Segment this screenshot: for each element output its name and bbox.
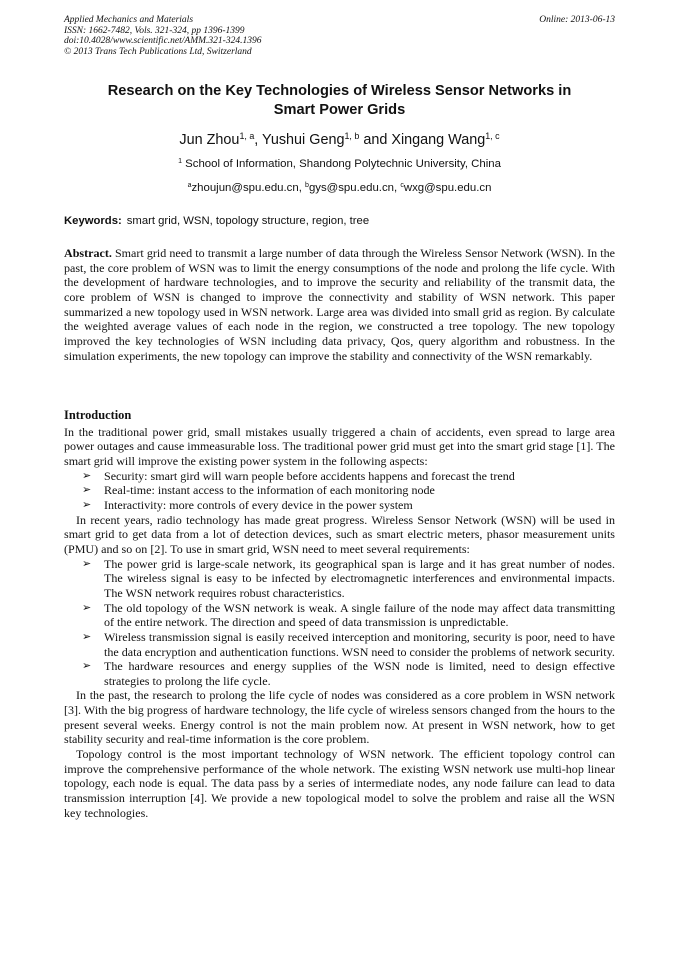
author-list [64,131,615,149]
arrow-bullet-icon: ➢ [82,630,92,643]
affiliation [64,157,615,172]
author-affil-marker: 1, b [344,131,360,142]
arrow-bullet-icon: ➢ [82,498,92,511]
paragraph: In the traditional power grid, small mistakes usually triggered a chain of accidents, even spread to large area power outages and cause immeasurable loss. The traditional power grid must get into the smart grid stage [1]. The smart grid will improve the existing power system in the following aspects: [64,424,615,468]
keywords-label: Keywords: [64,215,122,227]
introduction-heading: Introduction [64,408,132,422]
list-item [64,483,615,498]
paragraph: In the past, the research to prolong the life cycle of nodes was considered as a core problem in WSN network [3]. With the big progress of hardware technology, the life cycle of wireless sensors changed from the hours to the present several weeks. Energy control is not the main problem now. At present in WSN network, how to get stability security and real-time information is the core problem. [64,688,615,747]
list-item-text: Real-time: instant access to the information of each monitoring node [104,483,435,498]
affiliation-marker: 1 [178,158,182,166]
author-name: Yushui Geng [262,132,345,148]
author-separator: , [254,132,263,148]
email-list [64,181,615,196]
author-name: Jun Zhou [179,132,240,148]
online-date: Online: 2013-06-13 [539,15,615,25]
arrow-bullet-icon: ➢ [82,660,92,673]
email-marker: b [305,182,309,190]
paragraph: Topology control is the most important technology of WSN network. The efficient topology control can improve the comprehensive performance of the whole network. The existing WSN network use multi-hop linear topology, each node is equal. The data pass by a series of intermediate nodes, any node failure can lead to data transmission interruption [4]. We provide a new topological model to solve the problem and raise all the WSN key technologies. [64,747,615,820]
arrow-bullet-icon: ➢ [82,484,92,497]
list-item-text: Interactivity: more controls of every device in the power system [104,497,413,512]
journal-name: Applied Mechanics and Materials [64,15,194,25]
journal-header [64,15,615,57]
list-item [64,498,615,513]
arrow-bullet-icon: ➢ [82,557,92,570]
arrow-bullet-icon: ➢ [82,469,92,482]
aspects-list [64,469,615,513]
abstract-label: Abstract. [64,246,112,260]
title-line-1: Research on the Key Technologies of Wireless Sensor Networks in [107,83,572,99]
arrow-bullet-icon: ➢ [82,601,92,614]
author-separator: and [359,132,392,148]
requirements-list [64,557,615,689]
abstract-paragraph [64,246,615,363]
author-affil-marker: 1, a [239,131,255,142]
list-item [64,469,615,484]
doi-line: doi:10.4028/www.scientific.net/AMM.321-324.1396 [64,36,262,47]
author-affil-marker: 1, c [485,131,500,142]
list-item [64,659,615,688]
introduction-section [64,408,615,820]
list-item [64,630,615,659]
email-marker: c [400,182,404,190]
email-separator: , [298,182,306,194]
affiliation-text: School of Information, Shandong Polytechnic University, China [185,158,501,170]
keywords [64,214,615,228]
keywords-text: smart grid, WSN, topology structure, region, tree [126,215,370,227]
paper-title [64,82,615,120]
abstract-text: Smart grid need to transmit a large number of data through the Wireless Sensor Network (WSN). In the past, the core problem of WSN was to limit the energy consumptions of the node and prolong the life cycle. With the development of hardware technologies, and to improve the security and reliability of the transmit data, the core problem of WSN is changed to improve the connectivity and stability of WSN network. This paper summarized a new topology used in WSN network. Large area was divided into small grid as region. By calculate the weighted average values of each node in the region, we constructed a tree topology. The new topology improved the key technologies of WSN including data privacy, Qos, query algorithm and robustness. In the simulation experiments, the new topology can improve the stability and connectivity of the WSN remarkably. [64,246,615,363]
email-address: wxg@spu.edu.cn [403,182,492,194]
list-item-text: Security: smart gird will warn people before accidents happens and forecast the trend [104,468,515,483]
email-separator: , [393,182,401,194]
author-name: Xingang Wang [391,132,486,148]
paragraph: In recent years, radio technology has made great progress. Wireless Sensor Network (WSN) will be used in smart grid to get data from a lot of detection devices, such as smart electric meters, phasor measurement units (PMU) and so on [2]. To use in smart grid, WSN need to meet several requirements: [64,512,615,556]
email-address: gys@spu.edu.cn [308,182,394,194]
email-address: zhoujun@spu.edu.cn [191,182,299,194]
email-marker: a [187,182,192,190]
title-line-2: Smart Power Grids [273,102,406,118]
list-item-text: The power grid is large-scale network, its geographical span is large and it has great number of nodes. The wireless signal is easy to be infected by electromagnetic interferences and environmental impacts. The WSN network requires robust characteristics. [104,556,615,600]
copyright-line: © 2013 Trans Tech Publications Ltd, Switzerland [64,46,252,57]
list-item [64,601,615,630]
issn-line: ISSN: 1662-7482, Vols. 321-324, pp 1396-1399 [64,25,245,36]
list-item-text: Wireless transmission signal is easily received interception and monitoring, security is poor, need to have the data encryption and authentication functions. WSN need to consider the problems of network security. [104,629,615,659]
list-item [64,557,615,601]
list-item-text: The old topology of the WSN network is weak. A single failure of the node may affect data transmitting of the entire network. The direction and speed of data transmission is unpredictable. [104,600,615,630]
abstract [64,246,615,363]
list-item-text: The hardware resources and energy supplies of the WSN node is limited, need to design effective strategies to prolong the life cycle. [104,659,615,688]
